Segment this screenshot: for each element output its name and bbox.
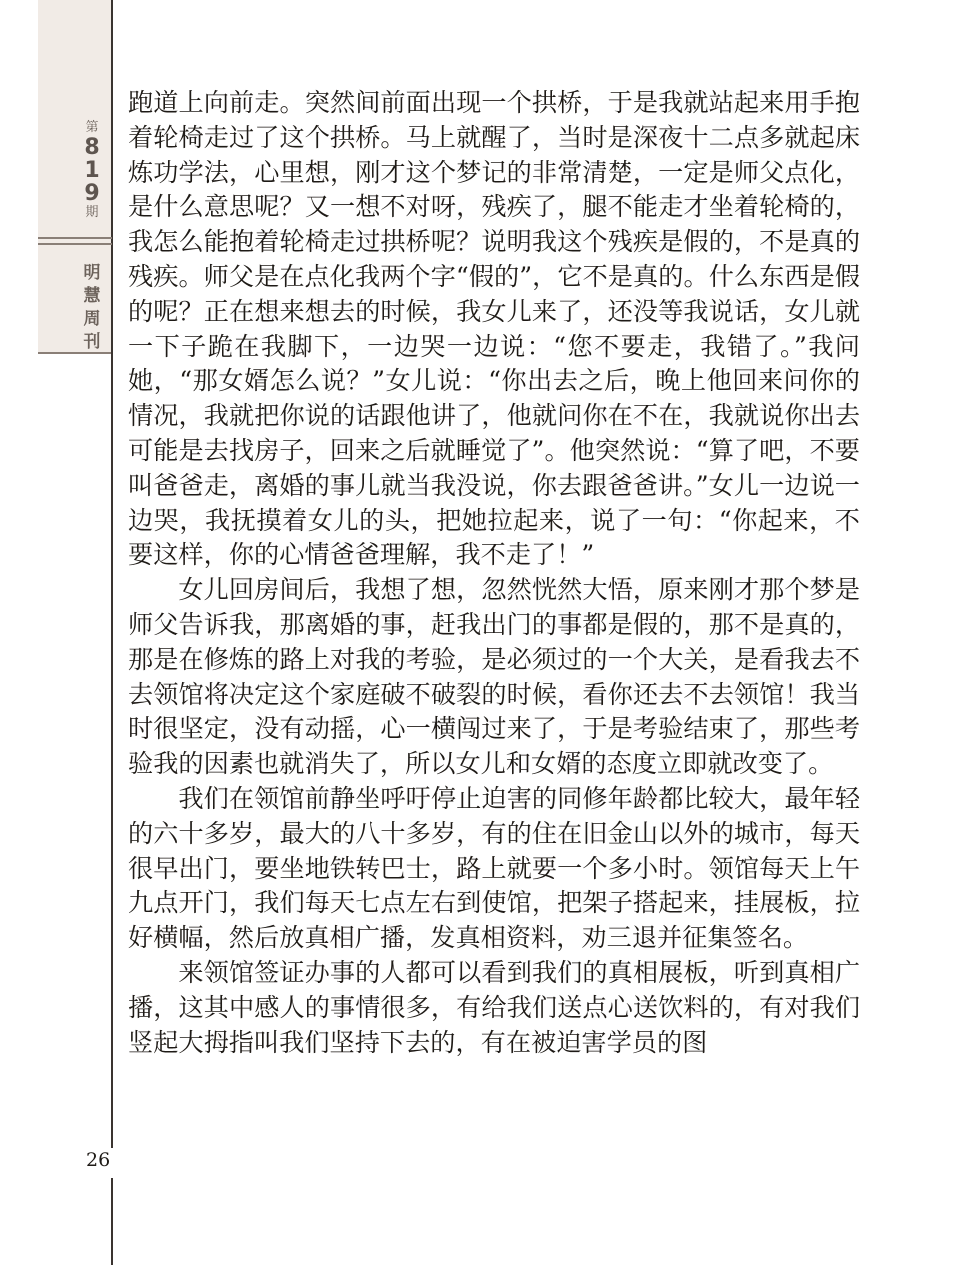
- issue-digit: 9: [84, 181, 100, 206]
- sidebar-divider: [38, 237, 112, 239]
- issue-digit: 1: [84, 158, 100, 183]
- paragraph: 来领馆签证办事的人都可以看到我们的真相展板，听到真相广播，这其中感人的事情很多，有给我们送点心送饮料的，有对我们竖起大拇指叫我们坚持下去的，有在被迫害学员的图: [128, 957, 860, 1057]
- magazine-char: 周: [83, 309, 101, 329]
- magazine-name: [72, 262, 112, 354]
- paragraph: 跑道上向前走。突然间前面出现一个拱桥，于是我就站起来用手抱着轮椅走过了这个拱桥。马上就醒了，当时是深夜十二点多就起床炼功学法，心里想，刚才这个梦记的非常清楚，一定是师父点化，是什么意思呢？又一想不对呀，残疾了，腿不能走才坐着轮椅的，我怎么能抱着轮椅走过拱桥呢？说明我这个残疾是假的，不是真的残疾。师父是在点化我两个字“假的”，它不是真的。什么东西是假的呢？正在想来想去的时候，我女儿来了，还没等我说话，女儿就一下子跪在我脚下，一边哭一边说：“您不要走，我错了。”我问她，“那女婿怎么说？”女儿说：“你出去之后，晚上他回来问你的情况，我就把你说的话跟他讲了，他就问你在不在，我就说你出去可能是去找房子，回来之后就睡觉了”。他突然说：“算了吧，不要叫爸爸走，离婚的事儿就当我没说，你去跟爸爸讲。”女儿一边说一边哭，我抚摸着女儿的头，把她拉起来，说了一句：“你起来，不要这样，你的心情爸爸理解，我不走了！”: [128, 88, 860, 570]
- sidebar-divider: [38, 243, 112, 245]
- issue-digit: 8: [84, 135, 100, 160]
- magazine-char: 刊: [83, 332, 101, 352]
- issue-label: [72, 120, 112, 221]
- paragraph: 女儿回房间后，我想了想，忽然恍然大悟，原来刚才那个梦是师父告诉我，那离婚的事，赶我出门的事都是假的，那不是真的，那是在修炼的路上对我的考验，是必须过的一个大关，是看我去不去领馆将决定这个家庭破不破裂的时候，看你还去不去领馆！我当时很坚定，没有动摇，心一横闯过来了，于是考验结束了，那些考验我的因素也就消失了，所以女儿和女婿的态度立即就改变了。: [128, 575, 860, 779]
- paragraph: 我们在领馆前静坐呼吁停止迫害的同修年龄都比较大，最年轻的六十多岁，最大的八十多岁，有的住在旧金山以外的城市，每天很早出门，要坐地铁转巴士，路上就要一个多小时。领馆每天上午九点开门，我们每天七点左右到使馆，把架子搭起来，挂展板，拉好横幅，然后放真相广播，发真相资料，劝三退并征集签名。: [128, 783, 860, 953]
- magazine-char: 明: [83, 263, 101, 283]
- page-number: 26: [86, 1149, 111, 1171]
- article-body: [128, 86, 860, 1060]
- magazine-char: 慧: [83, 286, 101, 306]
- issue-suffix: 期: [85, 205, 99, 220]
- issue-prefix: 第: [85, 120, 99, 135]
